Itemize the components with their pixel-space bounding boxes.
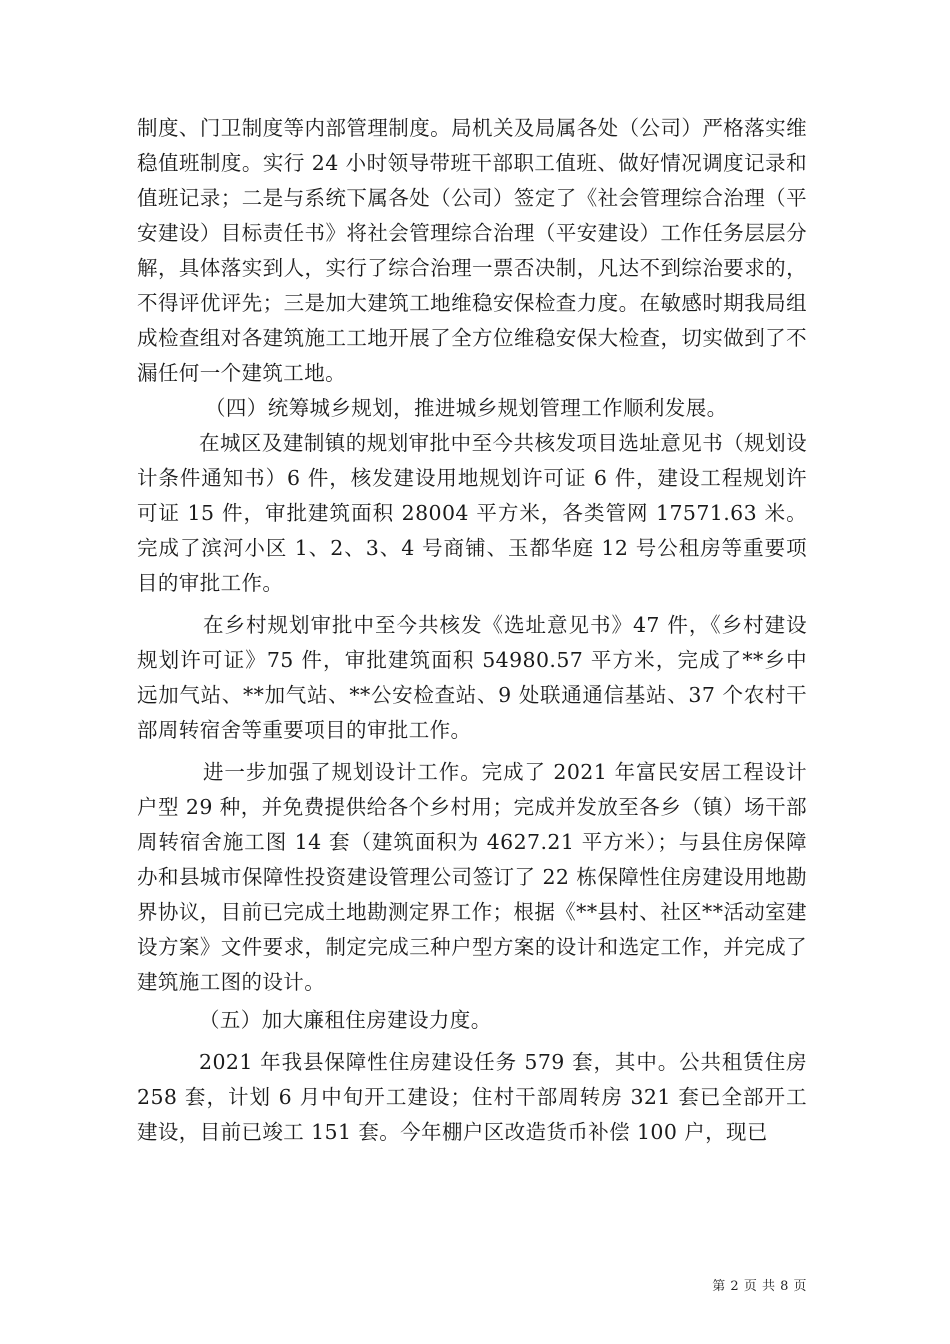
section-heading-5: （五）加大廉租住房建设力度。 xyxy=(199,1008,492,1032)
document-body xyxy=(137,111,807,1150)
paragraph-city-planning: 在城区及建制镇的规划审批中至今共核发项目选址意见书（规划设计条件通知书）6 件，核发建设用地规划许可证 6 件，建设工程规划许可证 15 件，审批建筑面积 28004 平方米，各类管网 17571.63 米。完成了滨河小区 1、2、3、4 号商铺、玉都华庭 12 号公租房等重要项目的审批工作。 xyxy=(137,431,807,595)
paragraph-design-work: 进一步加强了规划设计工作。完成了 2021 年富民安居工程设计户型 29 种，并免费提供给各个乡村用；完成并发放至各乡（镇）场干部周转宿舍施工图 14 套（建筑面积为 4627.21 平方米）；与县住房保障办和县城市保障性投资建设管理公司签订了 22 栋保障性住房建设用地勘界协议，目前已完成土地勘测定界工作；根据《**县村、社区**活动室建设方案》文件要求，制定完成三种户型方案的设计和选定工作，并完成了建筑施工图的设计。 xyxy=(137,760,807,994)
paragraph-rural-planning: 在乡村规划审批中至今共核发《选址意见书》47 件，《乡村建设规划许可证》75 件，审批建筑面积 54980.57 平方米，完成了**乡中远加气站、**加气站、**公安检查站、9 处联通通信基站、37 个农村干部周转宿舍等重要项目的审批工作。 xyxy=(137,613,807,742)
section-heading-4: （四）统筹城乡规划，推进城乡规划管理工作顺利发展。 xyxy=(205,396,728,420)
paragraph-housing-task: 2021 年我县保障性住房建设任务 579 套，其中。公共租赁住房 258 套，计划 6 月中旬开工建设；住村干部周转房 321 套已全部开工建设，目前已竣工 151 套。今年棚户区改造货币补偿 100 户，现已 xyxy=(137,1050,807,1144)
page-number: 第 2 页 共 8 页 xyxy=(712,1279,807,1294)
paragraph-continuation: 制度、门卫制度等内部管理制度。局机关及局属各处（公司）严格落实维稳值班制度。实行 24 小时领导带班干部职工值班、做好情况调度记录和值班记录；二是与系统下属各处（公司）签定了《社会管理综合治理（平安建设）目标责任书》将社会管理综合治理（平安建设）工作任务层层分解，具体落实到人，实行了综合治理一票否决制，凡达不到综治要求的，不得评优评先；三是加大建筑工地维稳安保检查力度。在敏感时期我局组成检查组对各建筑施工工地开展了全方位维稳安保大检查，切实做到了不漏任何一个建筑工地。 xyxy=(137,116,807,385)
